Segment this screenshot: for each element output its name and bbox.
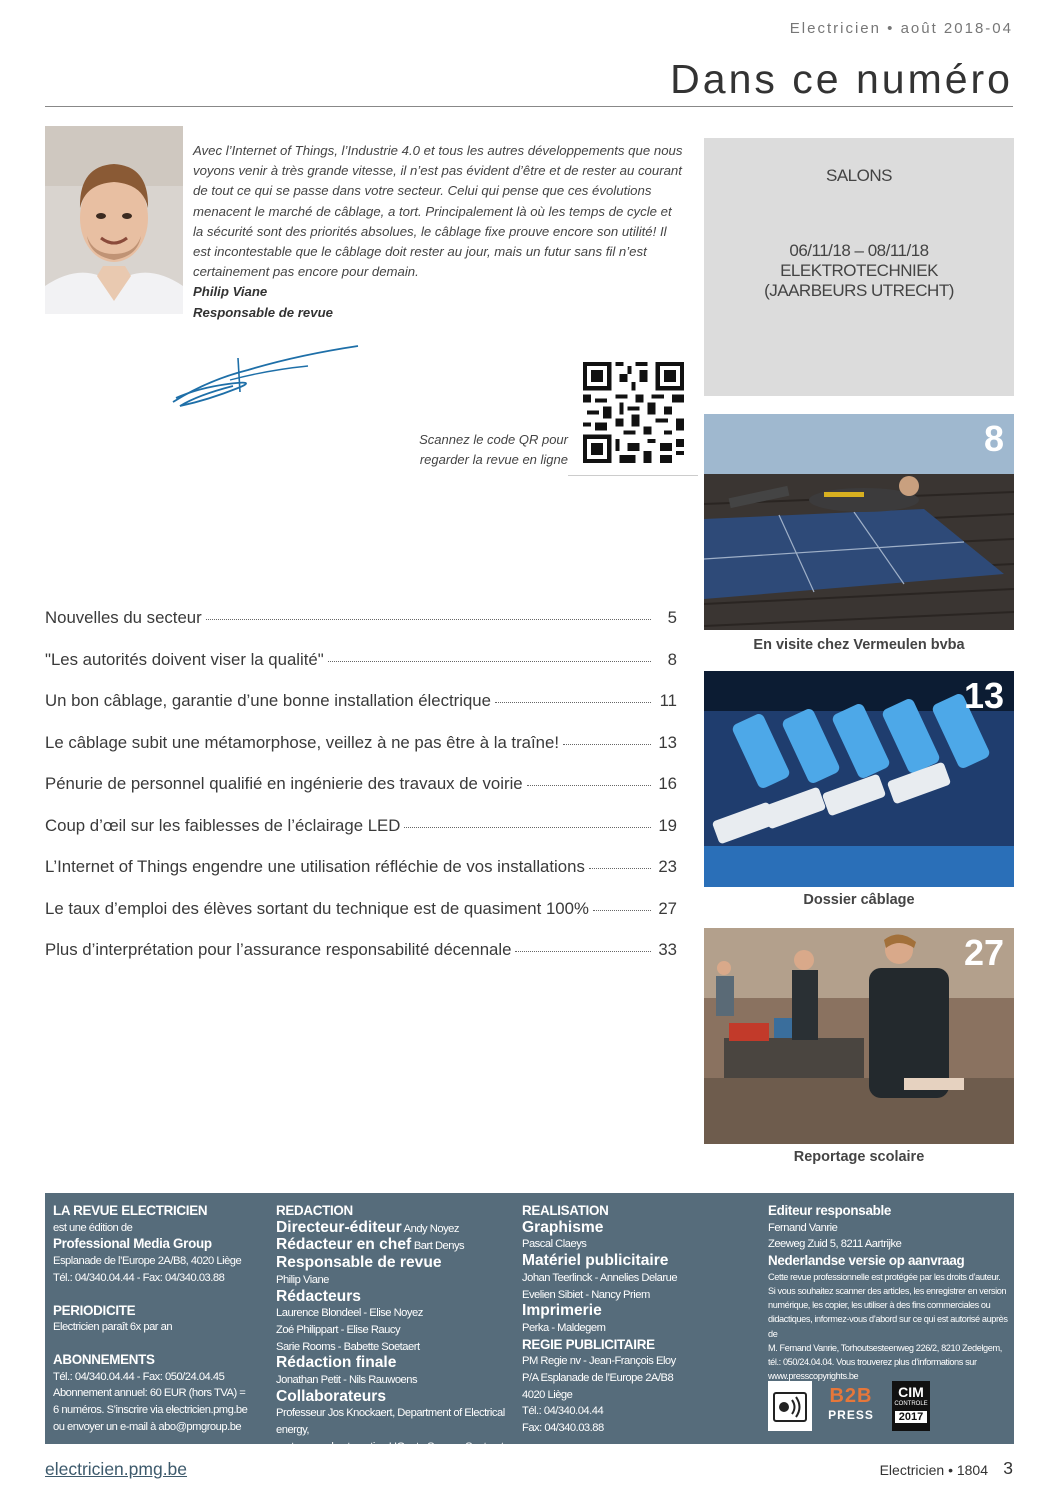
copyright-notice [768, 1270, 1008, 1384]
copyright-line: numérique, les copier, les utiliser à des fins commerciales ou [768, 1300, 991, 1311]
b2b-press-logo [820, 1381, 882, 1431]
colophon-person: Bart Denys [413, 1240, 465, 1253]
feature-page-number: 8 [983, 418, 1004, 459]
toc-title: Le taux d’emploi des élèves sortant du technique est de quasiment 100% [45, 899, 589, 918]
colophon-line: 6 numéros. S’inscrire via electricien.pmg.be [53, 1404, 248, 1417]
toc-leader [404, 826, 651, 828]
toc-entry[interactable] [45, 691, 677, 715]
toc-page: 5 [667, 608, 677, 627]
toc-title: Coup d’œil sur les faiblesses de l’éclairage LED [45, 816, 401, 835]
feature-page-number: 13 [963, 675, 1004, 716]
toc-page: 13 [658, 733, 677, 752]
salons-details [704, 241, 1014, 301]
toc-entry[interactable] [45, 899, 677, 923]
feature-caption: Dossier câblage [803, 892, 915, 908]
page-number: 3 [1003, 1458, 1013, 1478]
colophon-person: Sarie Rooms - Babette Soetaert [276, 1340, 420, 1353]
toc-entry[interactable] [45, 816, 677, 840]
colophon-line: Fernand Vanrie [768, 1221, 838, 1234]
magazine-date: Electricien • août 2018-04 [789, 20, 1013, 37]
copyright-line: Si vous souhaitez scanner des articles, les enregistrer en version [768, 1286, 1007, 1297]
colophon-role: Rédacteurs [276, 1287, 361, 1305]
qr-divider [568, 475, 698, 476]
colophon-line: Tél.: 04/340.04.44 [522, 1405, 604, 1418]
colophon-role: Rédacteur en chef [276, 1236, 412, 1254]
colophon-line: est une édition de [53, 1221, 133, 1234]
toc-entry[interactable] [45, 733, 677, 757]
colophon-publisher [53, 1203, 268, 1435]
colophon-heading: Editeur responsable [768, 1203, 892, 1218]
copyright-line: didactiques, informez-vous d’abord sur ce qui est autorisé auprès de [768, 1314, 1008, 1339]
colophon-line: Tél.: 04/340.04.44 - Fax: 04/340.03.88 [53, 1271, 225, 1284]
toc-title: Un bon câblage, garantie d’une bonne installation électrique [45, 691, 491, 710]
toc-entry[interactable] [45, 774, 677, 798]
cim-logo-label: CONTROLE [894, 1401, 928, 1407]
salons-box [704, 138, 1014, 396]
colophon-role: Graphisme [522, 1218, 604, 1236]
colophon-heading: PERIODICITE [53, 1302, 136, 1318]
colophon-realisation [522, 1203, 757, 1437]
colophon-person: Andy Noyez [403, 1222, 459, 1235]
salons-label: SALONS [826, 166, 892, 185]
colophon-line: P/A Esplanade de l’Europe 2A/B8 [522, 1372, 674, 1385]
editorial-text: Avec l’Internet of Things, l’Industrie 4.0 et tous les autres développements que nous voyons venir à très grande vitesse, il n’est pas évident d’être et de rester au courant de tout ce qui se passe dans votre secteur. Celui qui pense que ces évolutions menacent le marché de câblage, a tort. Principalement là où les temps de cycle et la sécurité sont des priorités absolues, le câblage fixe prouve encore son utilité! Il est incontestable que le câblage doit rester au jour, mais un futur sans fil n’est certainement pas encore pour demain. [193, 143, 683, 280]
copyright-line: M. Fernand Vanrie, Torhoutsesteenweg 226/2, 8210 Zedelgem, [768, 1342, 1002, 1353]
editorial-role: Responsable de revue [193, 304, 333, 320]
editor-portrait [45, 126, 183, 314]
toc-leader [563, 743, 651, 745]
colophon-heading: REALISATION [522, 1203, 609, 1218]
toc-title: "Les autorités doivent viser la qualité" [45, 650, 324, 669]
feature-photo-cables[interactable] [704, 671, 1014, 887]
toc-entry[interactable] [45, 608, 677, 632]
colophon-line: Abonnement annuel: 60 EUR (hors TVA) = [53, 1387, 246, 1400]
colophon-person: Zoé Philippart - Elise Raucy [276, 1323, 401, 1336]
b2b-logo-subtext: PRESS [828, 1408, 874, 1422]
toc-page: 19 [658, 816, 677, 835]
toc-title: Plus d’interprétation pour l’assurance responsabilité décennale [45, 940, 512, 959]
toc-leader [593, 909, 651, 911]
salons-venue: (JAARBEURS UTRECHT) [764, 281, 954, 300]
colophon-publisher-name: Professional Media Group [53, 1236, 212, 1252]
toc-leader [589, 867, 651, 869]
toc-entry[interactable] [45, 940, 677, 964]
feature-photo-school[interactable] [704, 928, 1014, 1144]
colophon-person: Jonathan Petit - Nils Rauwoens [276, 1374, 418, 1387]
copyright-line: Cette revue professionnelle est protégée par les droits d’auteur. [768, 1271, 1001, 1282]
colophon-line: ou envoyer un e-mail à abo@pmgroup.be [53, 1420, 242, 1433]
colophon-role: Directeur-éditeur [276, 1218, 402, 1236]
colophon-heading: ABONNEMENTS [53, 1351, 155, 1367]
qr-code[interactable] [583, 362, 684, 463]
toc-entry[interactable] [45, 650, 677, 674]
colophon-redaction [276, 1203, 516, 1456]
colophon-line: Electricien paraît 6x par an [53, 1321, 173, 1334]
feature-page-number: 27 [963, 932, 1004, 973]
colophon-heading: REDACTION [276, 1203, 353, 1218]
editorial-block [193, 141, 683, 323]
website-link[interactable]: electricien.pmg.be [45, 1459, 188, 1479]
salons-dates: 06/11/18 – 08/11/18 [789, 241, 929, 260]
colophon-role: Collaborateurs [276, 1387, 387, 1405]
colophon-heading: Nederlandse versie op aanvraag [768, 1253, 965, 1269]
colophon-person: Perka - Maldegem [522, 1321, 606, 1334]
colophon-role: Imprimerie [522, 1302, 602, 1320]
colophon-person: Evelien Sibiet - Nancy Priem [522, 1288, 650, 1301]
salons-event: ELEKTROTECHNIEK [780, 261, 938, 280]
feature-caption: En visite chez Vermeulen bvba [753, 637, 965, 653]
page-title: Dans ce numéro [670, 56, 1013, 102]
toc-entry[interactable] [45, 857, 677, 881]
colophon-line: Fax: 04/340.03.88 [522, 1422, 604, 1435]
toc-title: Pénurie de personnel qualifié en ingénierie des travaux de voirie [45, 774, 523, 793]
feature-photo-solar[interactable] [704, 414, 1014, 630]
colophon-person: Pascal Claeys [522, 1238, 587, 1251]
toc-page: 11 [659, 691, 677, 710]
colophon-line: Esplanade de l’Europe 2A/B8, 4020 Liège [53, 1255, 242, 1268]
header-divider [45, 106, 1013, 107]
qr-caption: Scannez le code QR pour regarder la revue en ligne [419, 432, 568, 467]
colophon-person: Laurence Blondeel - Elise Noyez [276, 1307, 423, 1320]
toc-leader [495, 701, 651, 703]
b2b-logo-text: B2B [829, 1385, 873, 1407]
colophon-line: Zeeweg Zuid 5, 8211 Aartrijke [768, 1238, 902, 1251]
colophon-heading: LA REVUE ELECTRICIEN [53, 1203, 208, 1218]
colophon-person: Johan Teerlinck - Annelies Delarue [522, 1271, 678, 1284]
feature-caption: Reportage scolaire [793, 1149, 925, 1165]
editor-signature [168, 340, 368, 415]
copyright-line: www.presscopyrights.be [768, 1371, 859, 1382]
cim-logo-text: CIM [898, 1384, 924, 1400]
toc-page: 16 [658, 774, 677, 793]
certification-logos [768, 1381, 968, 1433]
colophon-line: PM Regie nv - Jean-François Eloy [522, 1355, 676, 1368]
press-copyright-logo [768, 1381, 812, 1431]
cim-logo-year: 2017 [895, 1411, 927, 1423]
colophon-person: systems and automation UGent - Sammy Soetaert [276, 1440, 504, 1453]
colophon-person: Philip Viane [276, 1273, 329, 1286]
colophon-line: 4020 Liège [522, 1388, 573, 1401]
colophon [45, 1193, 1014, 1453]
colophon-person: Professeur Jos Knockaert, Department of Electrical energy, [276, 1407, 505, 1437]
cim-logo [892, 1381, 930, 1431]
toc-leader [527, 784, 651, 786]
colophon-role: Responsable de revue [276, 1254, 442, 1272]
editorial-author: Philip Viane [193, 284, 268, 300]
colophon-editor [768, 1203, 1008, 1383]
toc-page: 23 [658, 857, 677, 876]
toc-leader [515, 950, 651, 952]
toc-page: 8 [667, 650, 677, 669]
colophon-line: Tél.: 04/340.04.44 - Fax: 050/24.04.45 [53, 1370, 225, 1383]
toc-title: Le câblage subit une métamorphose, veillez à ne pas être à la traîne! [45, 733, 560, 752]
toc-page: 33 [658, 940, 677, 959]
copyright-line: tél.: 050/24.04.04. Vous trouverez plus d’informations sur [768, 1357, 977, 1368]
toc-title: Nouvelles du secteur [45, 608, 202, 627]
toc-page: 27 [658, 899, 677, 918]
toc-title: L’Internet of Things engendre une utilisation réfléchie de vos installations [45, 857, 585, 876]
colophon-role: Rédaction finale [276, 1354, 397, 1372]
toc-leader [328, 660, 651, 662]
footer-magazine: Electricien • 1804 [879, 1462, 988, 1478]
toc-leader [206, 618, 651, 620]
colophon-heading: REGIE PUBLICITAIRE [522, 1336, 655, 1352]
colophon-role: Matériel publicitaire [522, 1252, 669, 1270]
